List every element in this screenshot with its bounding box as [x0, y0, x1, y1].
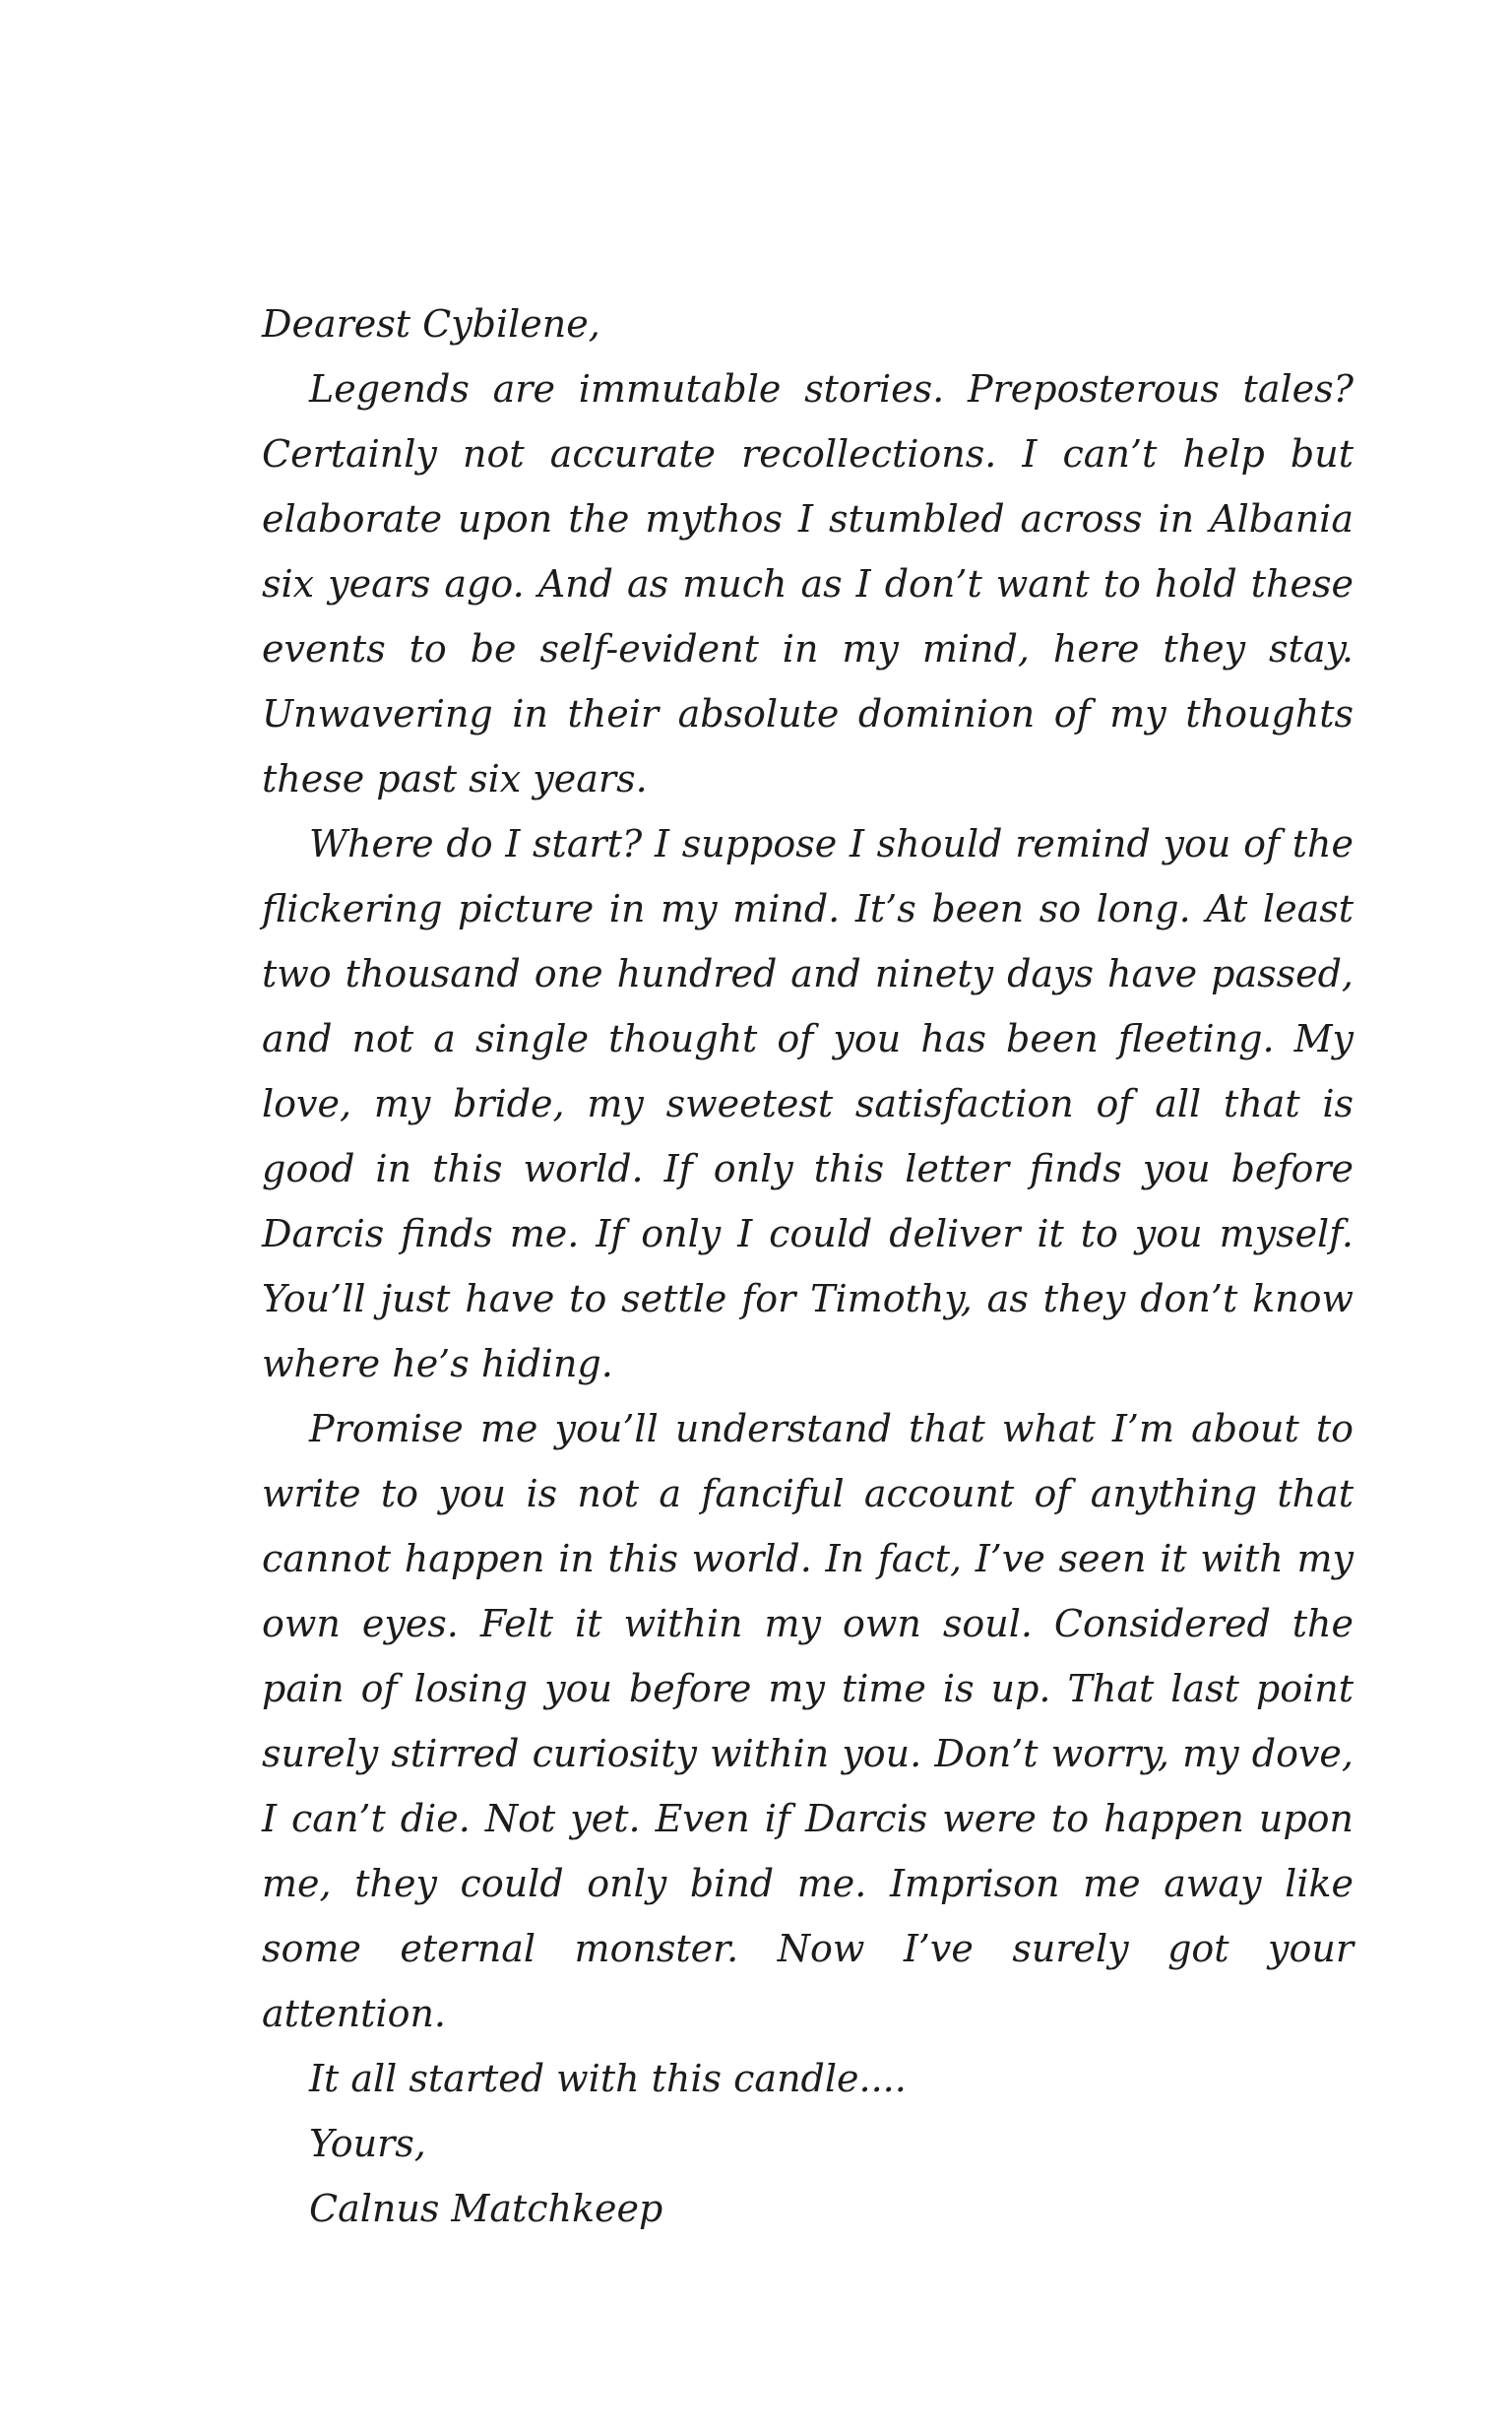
- letter-closing: Yours,: [309, 2122, 426, 2165]
- letter-signature: Calnus Matchkeep: [309, 2187, 663, 2230]
- letter-paragraph: Legends are immutable stories. Preposterous tales? Certainly not accurate recollections. I can’t help but elaborate upon the mythos I stumbled across in Albania six years ago. And as much as I don’t want to hold these events to be self-evident in my mind, here they stay. Unwavering in their absolute dominion of my thoughts these past six years.: [262, 367, 1354, 800]
- letter-body: [262, 291, 1354, 2241]
- letter-paragraph: Promise me you’ll understand that what I’m about to write to you is not a fanciful account of anything that cannot happen in this world. In fact, I’ve seen it with my own eyes. Felt it within my own soul. Considered the pain of losing you before my time is up. That last point surely stirred curiosity within you. Don’t worry, my dove, I can’t die. Not yet. Even if Darcis were to happen upon me, they could only bind me. Imprison me away like some eternal monster. Now I’ve surely got your attention.: [262, 1407, 1354, 2035]
- letter-salutation: Dearest Cybilene,: [262, 302, 600, 346]
- letter-paragraph: It all started with this candle....: [309, 2057, 907, 2100]
- letter-paragraph: Where do I start? I suppose I should remind you of the flickering picture in my mind. It’s been so long. At least two thousand one hundred and ninety days have passed, and not a single thought of you has been fleeting. My love, my bride, my sweetest satisfaction of all that is good in this world. If only this letter finds you before Darcis finds me. If only I could deliver it to you myself. You’ll just have to settle for Timothy, as they don’t know where he’s hiding.: [262, 822, 1354, 1385]
